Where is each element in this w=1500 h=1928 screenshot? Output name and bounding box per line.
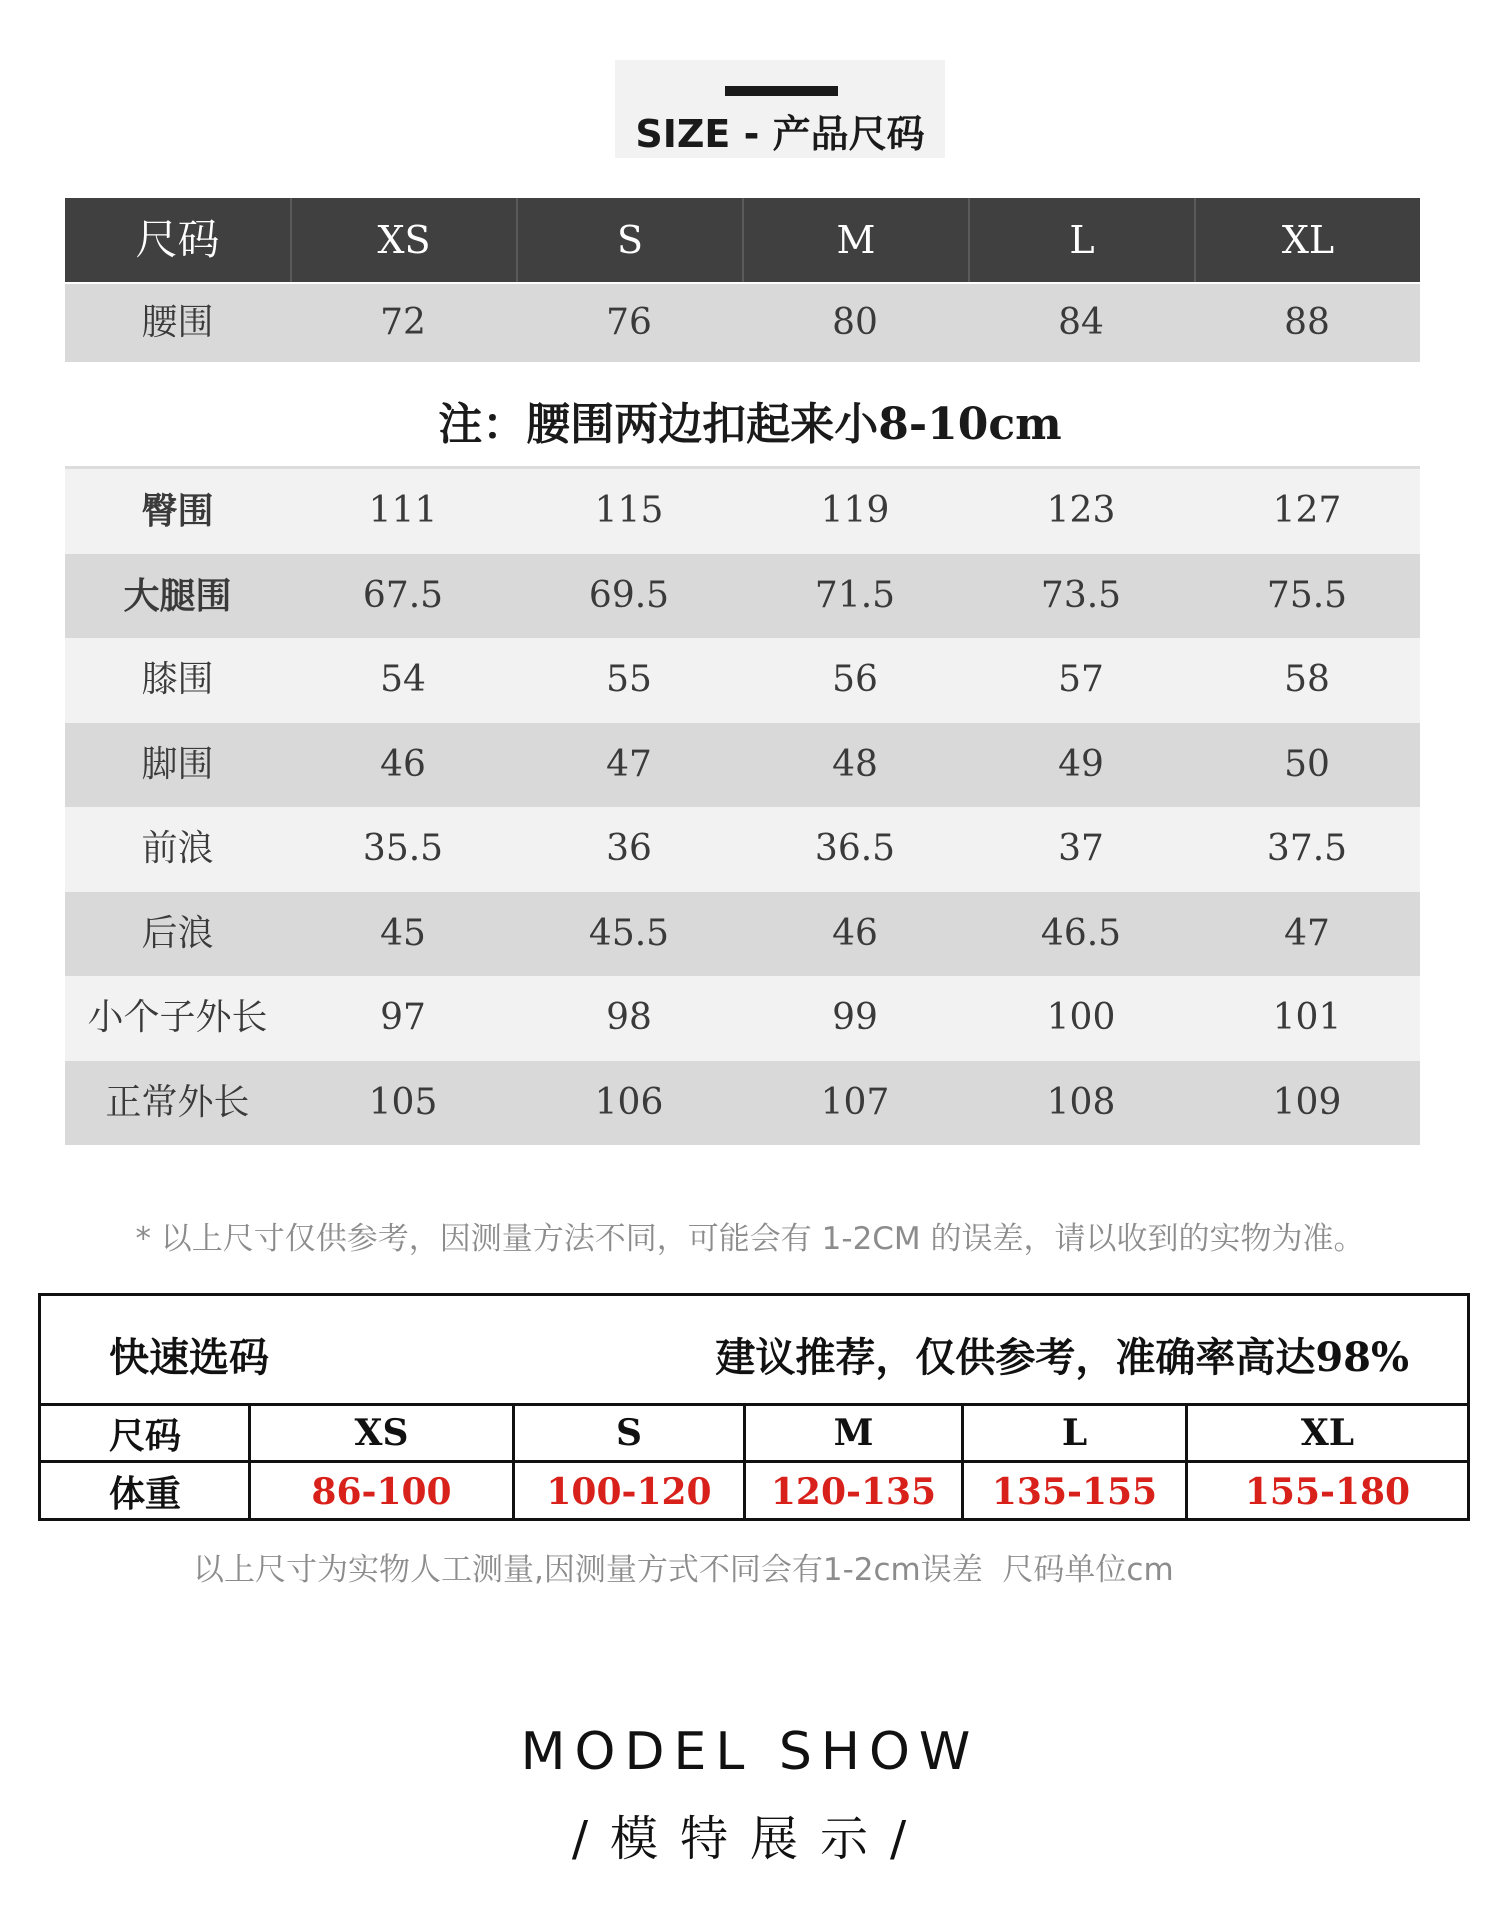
header-bar-decoration	[725, 86, 838, 96]
table-cell: 48	[832, 743, 878, 785]
size-header	[615, 60, 945, 158]
table-cell: 84	[1058, 302, 1104, 343]
measurement-note: 以上尺寸为实物人工测量,因测量方式不同会有1-2cm误差 尺码单位cm	[193, 1552, 1174, 1588]
quick-select-box	[38, 1293, 1470, 1521]
row-label: 膝围	[141, 659, 214, 700]
table-cell: 47	[1284, 912, 1330, 954]
table-cell: 50	[1284, 743, 1330, 785]
table-cell: 109	[1272, 1081, 1342, 1123]
quick-select-tip: 建议推荐，仅供参考，准确率高达98%	[715, 1334, 1409, 1381]
header-cell: XS	[290, 198, 516, 282]
weight-range: 120-135	[743, 1463, 961, 1520]
table-cell: XS	[248, 1406, 512, 1460]
row-label: 臀围	[141, 490, 214, 532]
table-cell: 100	[1046, 997, 1116, 1038]
table-row	[65, 976, 1420, 1061]
size-disclaimer: * 以上尺寸仅供参考，因测量方法不同，可能会有 1-2CM 的误差，请以收到的实物为准。	[135, 1221, 1365, 1257]
header-cell: S	[516, 198, 742, 282]
table-cell: 107	[820, 1081, 890, 1123]
table-cell: 106	[594, 1081, 664, 1123]
row-label: 尺码	[109, 1414, 182, 1457]
table-row	[65, 723, 1420, 808]
table-cell: 45	[380, 912, 426, 954]
table-cell: 55	[606, 659, 652, 700]
table-cell: 75.5	[1266, 574, 1348, 616]
table-cell: 67.5	[362, 574, 444, 616]
table-cell: 37.5	[1266, 828, 1348, 869]
model-show-title: MODEL SHOW	[520, 1722, 980, 1782]
table-cell: 36	[606, 828, 652, 869]
model-show-subtitle: /模特展示/	[571, 1811, 929, 1867]
row-label: 大腿围	[123, 574, 232, 617]
weight-range: 155-180	[1185, 1463, 1467, 1520]
weight-range: 100-120	[512, 1463, 743, 1520]
row-label: 腰围	[141, 302, 214, 343]
header-cell: 尺码	[135, 215, 220, 264]
header-cell: L	[968, 198, 1194, 282]
quick-select-title: 快速选码	[109, 1334, 269, 1381]
waist-row	[65, 284, 1420, 362]
size-table-header	[65, 198, 1420, 282]
table-cell: 47	[606, 743, 652, 785]
table-row	[65, 1061, 1420, 1146]
table-cell: 80	[832, 302, 878, 343]
table-cell: 69.5	[588, 574, 670, 616]
row-label: 脚围	[141, 743, 214, 785]
table-cell: 127	[1272, 490, 1342, 531]
weight-range: 86-100	[248, 1463, 512, 1520]
row-label: 前浪	[141, 828, 214, 869]
header-title: SIZE - 产品尺码	[635, 112, 925, 156]
table-cell: 105	[368, 1081, 438, 1123]
row-label: 体重	[109, 1473, 182, 1515]
table-cell: 115	[594, 490, 664, 531]
table-cell: 37	[1058, 828, 1104, 869]
table-cell: 73.5	[1040, 574, 1122, 616]
table-cell: 71.5	[814, 574, 896, 616]
table-cell: 45.5	[588, 912, 670, 954]
table-cell: 36.5	[814, 828, 896, 869]
table-cell: M	[743, 1406, 961, 1460]
table-cell: 49	[1058, 743, 1104, 785]
table-cell: 57	[1058, 659, 1104, 700]
table-cell: XL	[1185, 1406, 1467, 1460]
table-cell: 98	[606, 997, 652, 1038]
table-row	[65, 807, 1420, 892]
table-cell: 108	[1046, 1081, 1116, 1123]
table-cell: 111	[368, 490, 438, 531]
table-row	[65, 554, 1420, 639]
table-cell: 76	[606, 302, 652, 343]
table-cell: 123	[1046, 490, 1116, 531]
table-row	[65, 638, 1420, 723]
row-label: 小个子外长	[87, 997, 268, 1038]
table-cell: 88	[1284, 302, 1330, 343]
table-cell: 46	[380, 743, 426, 785]
table-row	[65, 469, 1420, 554]
table-cell: 54	[380, 659, 426, 700]
header-cell: XL	[1194, 198, 1420, 282]
table-cell: 72	[380, 302, 426, 343]
quick-weight-row	[41, 1463, 1467, 1520]
table-cell: 46	[832, 912, 878, 954]
quick-select-header	[41, 1296, 1467, 1406]
quick-size-row	[41, 1406, 1467, 1463]
waist-note: 注：腰围两边扣起来小8-10cm	[438, 399, 1062, 450]
weight-range: 135-155	[961, 1463, 1185, 1520]
table-cell: 99	[832, 997, 878, 1038]
row-label: 正常外长	[105, 1081, 250, 1123]
table-cell: 46.5	[1040, 912, 1122, 954]
table-cell: S	[512, 1406, 743, 1460]
header-cell: M	[742, 198, 968, 282]
row-label: 后浪	[141, 912, 214, 954]
table-cell: L	[961, 1406, 1185, 1460]
table-row	[65, 892, 1420, 977]
table-cell: 56	[832, 659, 878, 700]
table-cell: 35.5	[362, 828, 444, 869]
table-cell: 101	[1272, 997, 1342, 1038]
table-cell: 119	[820, 490, 890, 531]
size-table-body	[65, 466, 1420, 1145]
table-cell: 58	[1284, 659, 1330, 700]
table-cell: 97	[380, 997, 426, 1038]
